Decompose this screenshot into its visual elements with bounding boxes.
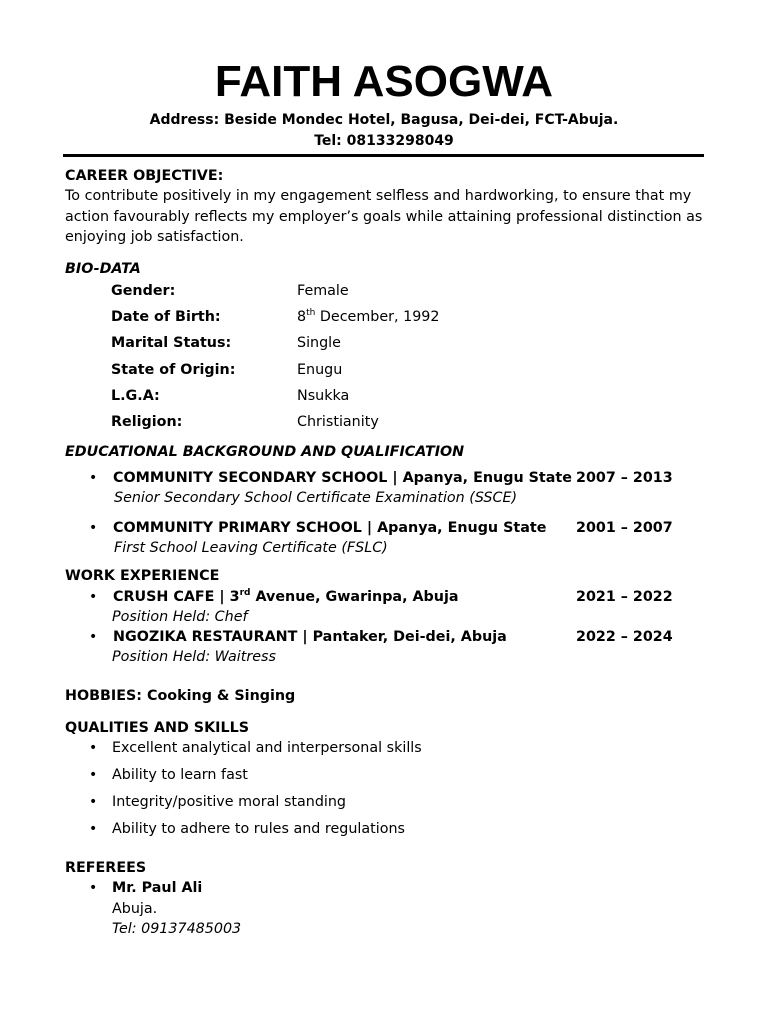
- bullet-icon: •: [89, 767, 98, 783]
- work-years-2: 2022 – 2024: [576, 629, 673, 645]
- bullet-icon: •: [89, 821, 98, 837]
- bullet-icon: •: [89, 740, 98, 756]
- referee-phone: Tel: 09137485003: [112, 921, 242, 937]
- career-objective-heading: CAREER OBJECTIVE:: [65, 168, 224, 184]
- skill-item-1: Excellent analytical and interpersonal skills: [112, 740, 422, 756]
- work-experience-heading: WORK EXPERIENCE: [65, 568, 220, 584]
- work-years-1: 2021 – 2022: [576, 589, 673, 605]
- bio-value-gender: Female: [297, 283, 349, 299]
- bio-data-heading: BIO-DATA: [65, 261, 141, 277]
- address-line: Address: Beside Mondec Hotel, Bagusa, Dei-dei, FCT-Abuja.: [149, 112, 619, 128]
- referee-name: Mr. Paul Ali: [112, 880, 203, 896]
- hobbies-line: HOBBIES: Cooking & Singing: [65, 688, 296, 704]
- bio-label-state-of-origin: State of Origin:: [111, 362, 236, 378]
- bio-label-dob: Date of Birth:: [111, 309, 221, 325]
- referees-heading: REFEREES: [65, 860, 147, 876]
- education-cert-2: First School Leaving Certificate (FSLC): [114, 540, 388, 556]
- bullet-icon: •: [89, 520, 98, 536]
- education-heading: EDUCATIONAL BACKGROUND AND QUALIFICATION: [65, 444, 465, 460]
- candidate-name: FAITH ASOGWA: [214, 57, 554, 106]
- bullet-icon: •: [89, 629, 98, 645]
- education-school-2: COMMUNITY PRIMARY SCHOOL | Apanya, Enugu State: [113, 520, 547, 536]
- work-position-2: Position Held: Waitress: [112, 649, 276, 665]
- bullet-icon: •: [89, 470, 98, 486]
- referee-location: Abuja.: [112, 901, 158, 917]
- work-place-1: CRUSH CAFE | 3rd Avenue, Gwarinpa, Abuja: [113, 588, 459, 605]
- skill-item-2: Ability to learn fast: [112, 767, 248, 783]
- phone-line: Tel: 08133298049: [314, 133, 454, 149]
- skill-item-4: Ability to adhere to rules and regulations: [112, 821, 405, 837]
- bio-value-marital-status: Single: [297, 335, 341, 351]
- bio-label-religion: Religion:: [111, 414, 183, 430]
- education-school-1: COMMUNITY SECONDARY SCHOOL | Apanya, Enugu State: [113, 470, 572, 486]
- bio-label-lga: L.G.A:: [111, 388, 160, 404]
- education-cert-1: Senior Secondary School Certificate Examination (SSCE): [114, 490, 518, 506]
- education-years-1: 2007 – 2013: [576, 470, 673, 486]
- skill-item-3: Integrity/positive moral standing: [112, 794, 346, 810]
- bullet-icon: •: [89, 880, 98, 896]
- bio-value-religion: Christianity: [297, 414, 379, 430]
- bio-value-lga: Nsukka: [297, 388, 350, 404]
- bullet-icon: •: [89, 589, 98, 605]
- skills-heading: QUALITIES AND SKILLS: [65, 720, 250, 736]
- work-position-1: Position Held: Chef: [112, 609, 248, 625]
- education-years-2: 2001 – 2007: [576, 520, 673, 536]
- bio-value-dob: 8th December, 1992: [297, 308, 440, 325]
- bio-label-gender: Gender:: [111, 283, 176, 299]
- work-place-2: NGOZIKA RESTAURANT | Pantaker, Dei-dei, Abuja: [113, 629, 507, 645]
- bio-value-state-of-origin: Enugu: [297, 362, 343, 378]
- career-objective-text: To contribute positively in my engagement selfless and hardworking, to ensure that my action favourably reflects my employer’s goals while attaining professional distinction as enjoying job satisfaction.: [65, 188, 703, 245]
- bullet-icon: •: [89, 794, 98, 810]
- bio-label-marital-status: Marital Status:: [111, 335, 232, 351]
- header-divider: [63, 154, 704, 157]
